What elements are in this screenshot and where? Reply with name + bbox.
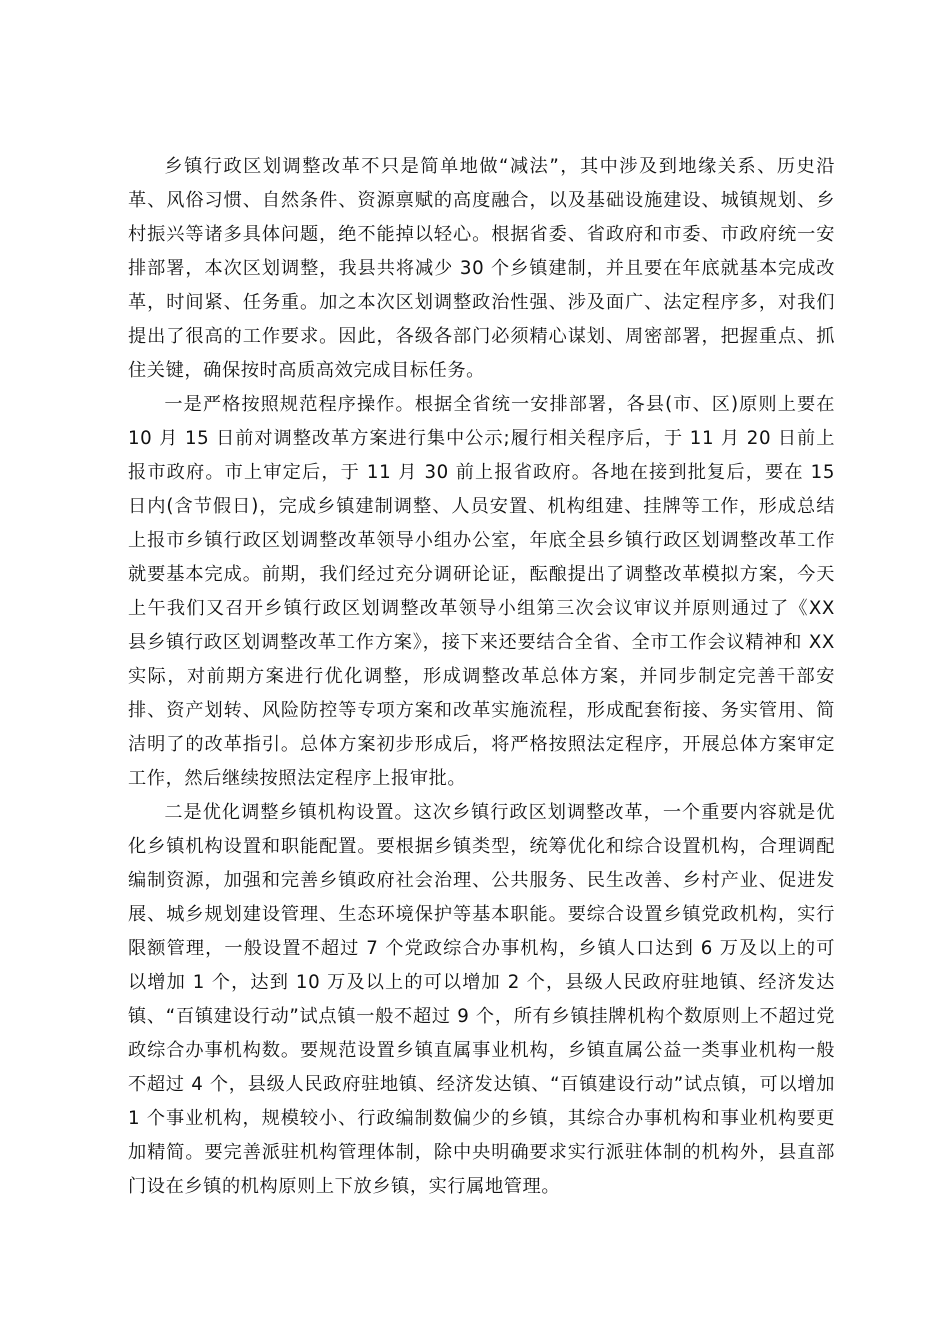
document-body [128, 150, 835, 1204]
paragraph-organization: 二是优化调整乡镇机构设置。这次乡镇行政区划调整改革，一个重要内容就是优化乡镇机构设置和职能配置。要根据乡镇类型，统筹优化和综合设置机构，合理调配编制资源，加强和完善乡镇政府社会治理、公共服务、民生改善、乡村产业、促进发展、城乡规划建设管理、生态环境保护等基本职能。要综合设置乡镇党政机构，实行限额管理，一般设置不超过 7 个党政综合办事机构，乡镇人口达到 6 万及以上的可以增加 1 个，达到 10 万及以上的可以增加 2 个，县级人民政府驻地镇、经济发达镇、“百镇建设行动”试点镇一般不超过 9 个，所有乡镇挂牌机构个数原则上不超过党政综合办事机构数。要规范设置乡镇直属事业机构，乡镇直属公益一类事业机构一般不超过 4 个，县级人民政府驻地镇、经济发达镇、“百镇建设行动”试点镇，可以增加 1 个事业机构，规模较小、行政编制数偏少的乡镇，其综合办事机构和事业机构要更加精简。要完善派驻机构管理体制，除中央明确要求实行派驻体制的机构外，县直部门设在乡镇的机构原则上下放乡镇，实行属地管理。 [128, 802, 835, 1197]
paragraph-procedure: 一是严格按照规范程序操作。根据全省统一安排部署，各县(市、区)原则上要在 10 月 15 日前对调整改革方案进行集中公示;履行相关程序后，于 11 月 20 日前上报市政府。市上审定后，于 11 月 30 前上报省政府。各地在接到批复后，要在 15 日内(含节假日)，完成乡镇建制调整、人员安置、机构组建、挂牌等工作，形成总结上报市乡镇行政区划调整改革领导小组办公室，年底全县乡镇行政区划调整改革工作就要基本完成。前期，我们经过充分调研论证，酝酿提出了调整改革模拟方案，今天上午我们又召开乡镇行政区划调整改革领导小组第三次会议审议并原则通过了《XX 县乡镇行政区划调整改革工作方案》，接下来还要结合全省、全市工作会议精神和 XX 实际，对前期方案进行优化调整，形成调整改革总体方案，并同步制定完善干部安排、资产划转、风险防控等专项方案和改革实施流程，形成配套衔接、务实管用、简洁明了的改革指引。总体方案初步形成后，将严格按照法定程序，开展总体方案审定工作，然后继续按照法定程序上报审批。 [128, 394, 835, 789]
paragraph-intro: 乡镇行政区划调整改革不只是简单地做“减法”，其中涉及到地缘关系、历史沿革、风俗习惯、自然条件、资源禀赋的高度融合，以及基础设施建设、城镇规划、乡村振兴等诸多具体问题，绝不能掉以轻心。根据省委、省政府和市委、市政府统一安排部署，本次区划调整，我县共将减少 30 个乡镇建制，并且要在年底就基本完成改革，时间紧、任务重。加之本次区划调整政治性强、涉及面广、法定程序多，对我们提出了很高的工作要求。因此，各级各部门必须精心谋划、周密部署，把握重点、抓住关键，确保按时高质高效完成目标任务。 [128, 156, 835, 381]
